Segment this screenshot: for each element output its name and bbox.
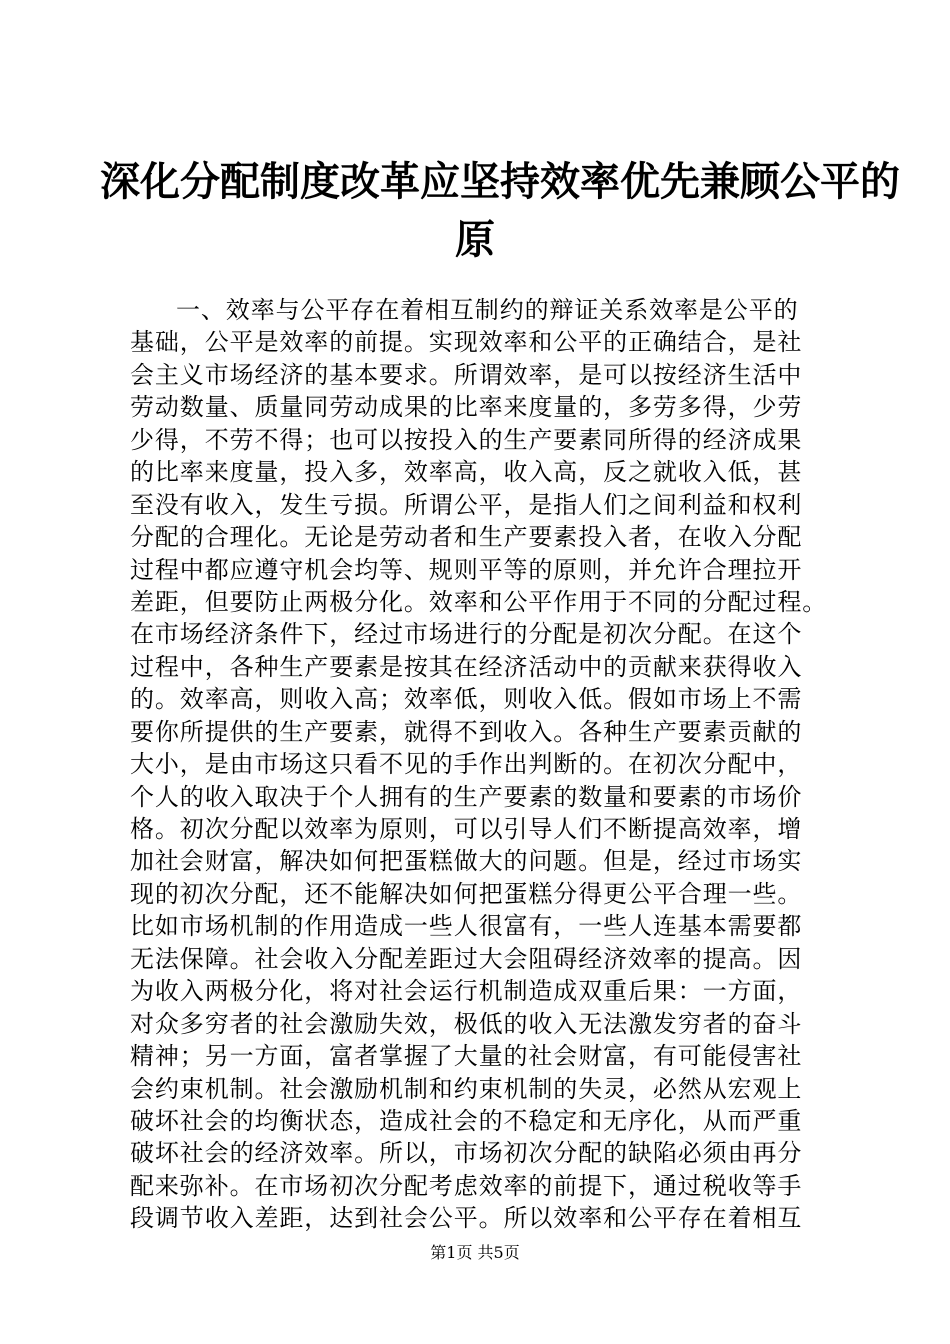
paragraph-line: 至没有收入，发生亏损。所谓公平，是指人们之间利益和权利 bbox=[130, 490, 803, 519]
paragraph-line: 分配的合理化。无论是劳动者和生产要素投入者，在收入分配 bbox=[130, 523, 803, 552]
paragraph-line: 过程中，各种生产要素是按其在经济活动中的贡献来获得收入 bbox=[130, 652, 803, 681]
paragraph-line: 少得，不劳不得；也可以按投入的生产要素同所得的经济成果 bbox=[130, 425, 803, 454]
paragraph-line: 的。效率高，则收入高；效率低，则收入低。假如市场上不需 bbox=[130, 685, 803, 714]
paragraph-line: 对众多穷者的社会激励失效，极低的收入无法激发穷者的奋斗 bbox=[130, 1009, 803, 1038]
paragraph-line: 基础，公平是效率的前提。实现效率和公平的正确结合，是社 bbox=[130, 328, 803, 357]
paragraph-line: 比如市场机制的作用造成一些人很富有，一些人连基本需要都 bbox=[130, 912, 803, 941]
paragraph-line: 大小，是由市场这只看不见的手作出判断的。在初次分配中， bbox=[130, 750, 803, 779]
paragraph-line: 会主义市场经济的基本要求。所谓效率，是可以按经济生活中 bbox=[130, 360, 803, 389]
paragraph-line: 在市场经济条件下，经过市场进行的分配是初次分配。在这个 bbox=[130, 620, 803, 649]
paragraph-line: 个人的收入取决于个人拥有的生产要素的数量和要素的市场价 bbox=[130, 782, 803, 811]
paragraph-line: 的比率来度量，投入多，效率高，收入高，反之就收入低，甚 bbox=[130, 458, 803, 487]
paragraph-line: 破坏社会的均衡状态，造成社会的不稳定和无序化，从而严重 bbox=[130, 1106, 803, 1135]
body-paragraph bbox=[130, 294, 830, 1235]
paragraph-line: 加社会财富，解决如何把蛋糕做大的问题。但是，经过市场实 bbox=[130, 847, 803, 876]
paragraph-line: 格。初次分配以效率为原则，可以引导人们不断提高效率，增 bbox=[130, 815, 803, 843]
page-footer: 第1页 共5页 bbox=[430, 1243, 520, 1262]
paragraph-line: 配来弥补。在市场初次分配考虑效率的前提下，通过税收等手 bbox=[130, 1171, 803, 1200]
document-title-line-1: 深化分配制度改革应坚持效率优先兼顾公平的 bbox=[100, 158, 900, 205]
document-title-line-2: 原 bbox=[455, 216, 495, 263]
paragraph-line: 劳动数量、质量同劳动成果的比率来度量的，多劳多得，少劳 bbox=[130, 393, 803, 422]
paragraph-line: 无法保障。社会收入分配差距过大会阻碍经济效率的提高。因 bbox=[130, 944, 803, 973]
paragraph-line: 一、效率与公平存在着相互制约的辩证关系效率是公平的 bbox=[176, 296, 799, 324]
paragraph-line: 精神；另一方面，富者掌握了大量的社会财富，有可能侵害社 bbox=[130, 1042, 803, 1071]
paragraph-line: 破坏社会的经济效率。所以，市场初次分配的缺陷必须由再分 bbox=[130, 1139, 803, 1168]
paragraph-line: 为收入两极分化，将对社会运行机制造成双重后果：一方面， bbox=[130, 977, 803, 1006]
paragraph-line: 现的初次分配，还不能解决如何把蛋糕分得更公平合理一些。 bbox=[130, 879, 803, 908]
paragraph-line: 会约束机制。社会激励机制和约束机制的失灵，必然从宏观上 bbox=[130, 1074, 803, 1103]
paragraph-line: 要你所提供的生产要素，就得不到收入。各种生产要素贡献的 bbox=[130, 717, 803, 746]
paragraph-line: 过程中都应遵守机会均等、规则平等的原则，并允许合理拉开 bbox=[130, 555, 803, 584]
paragraph-line: 段调节收入差距，达到社会公平。所以效率和公平存在着相互 bbox=[130, 1204, 803, 1233]
paragraph-line: 差距，但要防止两极分化。效率和公平作用于不同的分配过程。 bbox=[130, 587, 828, 616]
